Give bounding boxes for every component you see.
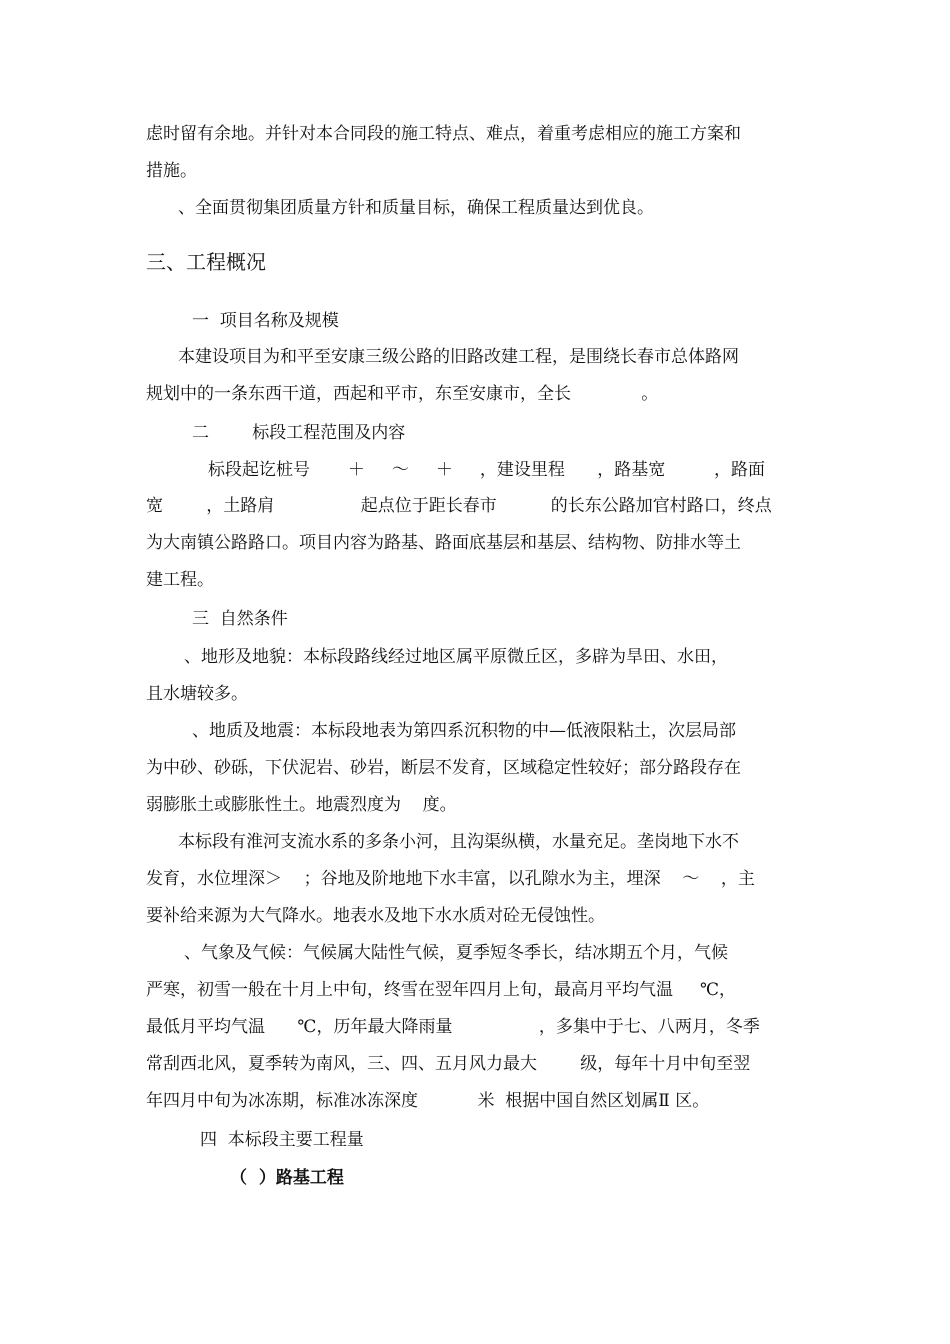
paragraph-line: 弱膨胀土或膨胀性土。地震烈度为 度。 — [146, 795, 457, 815]
paragraph-line: 、全面贯彻集团质量方针和质量目标，确保工程质量达到优良。 — [178, 198, 654, 218]
paragraph-line: 、地形及地貌：本标段路线经过地区属平原微丘区，多辟为旱田、水田， — [184, 647, 728, 667]
paragraph-line: 年四月中旬为冰冻期，标准冰冻深度 米 根据中国自然区划属Ⅱ 区。 — [146, 1091, 710, 1111]
paragraph-line: 常刮西北风，夏季转为南风，三、四、五月风力最大 级，每年十月中旬至翌 — [146, 1054, 751, 1074]
subsection-heading: 四 本标段主要工程量 — [200, 1130, 364, 1150]
paragraph-line: 虑时留有余地。并针对本合同段的施工特点、难点，着重考虑相应的施工方案和 — [146, 124, 741, 144]
subsection-heading: 二 标段工程范围及内容 — [192, 423, 406, 443]
paragraph-line: 发育，水位埋深＞ ；谷地及阶地地下水丰富，以孔隙水为主，埋深 ～ ，主 — [146, 869, 755, 889]
paragraph-line: 、气象及气候：气候属大陆性气候，夏季短冬季长，结冰期五个月，气候 — [184, 943, 728, 963]
paragraph-line: 本建设项目为和平至安康三级公路的旧路改建工程，是围绕长春市总体路网 — [178, 347, 739, 367]
paragraph-line: 要补给来源为大气降水。地表水及地下水水质对砼无侵蚀性。 — [146, 906, 605, 926]
paragraph-line: 为中砂、砂砾，下伏泥岩、砂岩，断层不发育，区域稳定性较好；部分路段存在 — [146, 758, 741, 778]
subsection-heading: 三 自然条件 — [192, 609, 288, 629]
paragraph-line: 建工程。 — [146, 570, 214, 590]
subsection-heading-bold: （ ）路基工程 — [230, 1168, 344, 1188]
paragraph-line: 为大南镇公路路口。项目内容为路基、路面底基层和基层、结构物、防排水等土 — [146, 533, 741, 553]
paragraph-line: 、地质及地震：本标段地表为第四系沉积物的中—低液限粘土，次层局部 — [192, 721, 736, 741]
section-heading: 三、工程概况 — [146, 250, 266, 274]
paragraph-line: 标段起讫桩号 ＋ ～ ＋ ，建设里程 ，路基宽 ，路面 — [208, 460, 765, 480]
paragraph-line: 宽 ，土路肩 起点位于距长春市 的长东公路加官村路口，终点 — [146, 496, 772, 516]
paragraph-line: 规划中的一条东西干道，西起和平市，东至安康市，全长 。 — [146, 384, 659, 404]
paragraph-line: 本标段有淮河支流水系的多条小河，且沟渠纵横，水量充足。垄岗地下水不 — [178, 832, 739, 852]
paragraph-line: 且水塘较多。 — [146, 684, 248, 704]
paragraph-line: 措施。 — [146, 161, 197, 181]
paragraph-line: 严寒，初雪一般在十月上中旬，终雪在翌年四月上旬，最高月平均气温 ℃， — [146, 980, 737, 1000]
subsection-heading: 一 项目名称及规模 — [192, 311, 339, 331]
paragraph-line: 最低月平均气温 ℃，历年最大降雨量 ，多集中于七、八两月，冬季 — [146, 1017, 760, 1037]
